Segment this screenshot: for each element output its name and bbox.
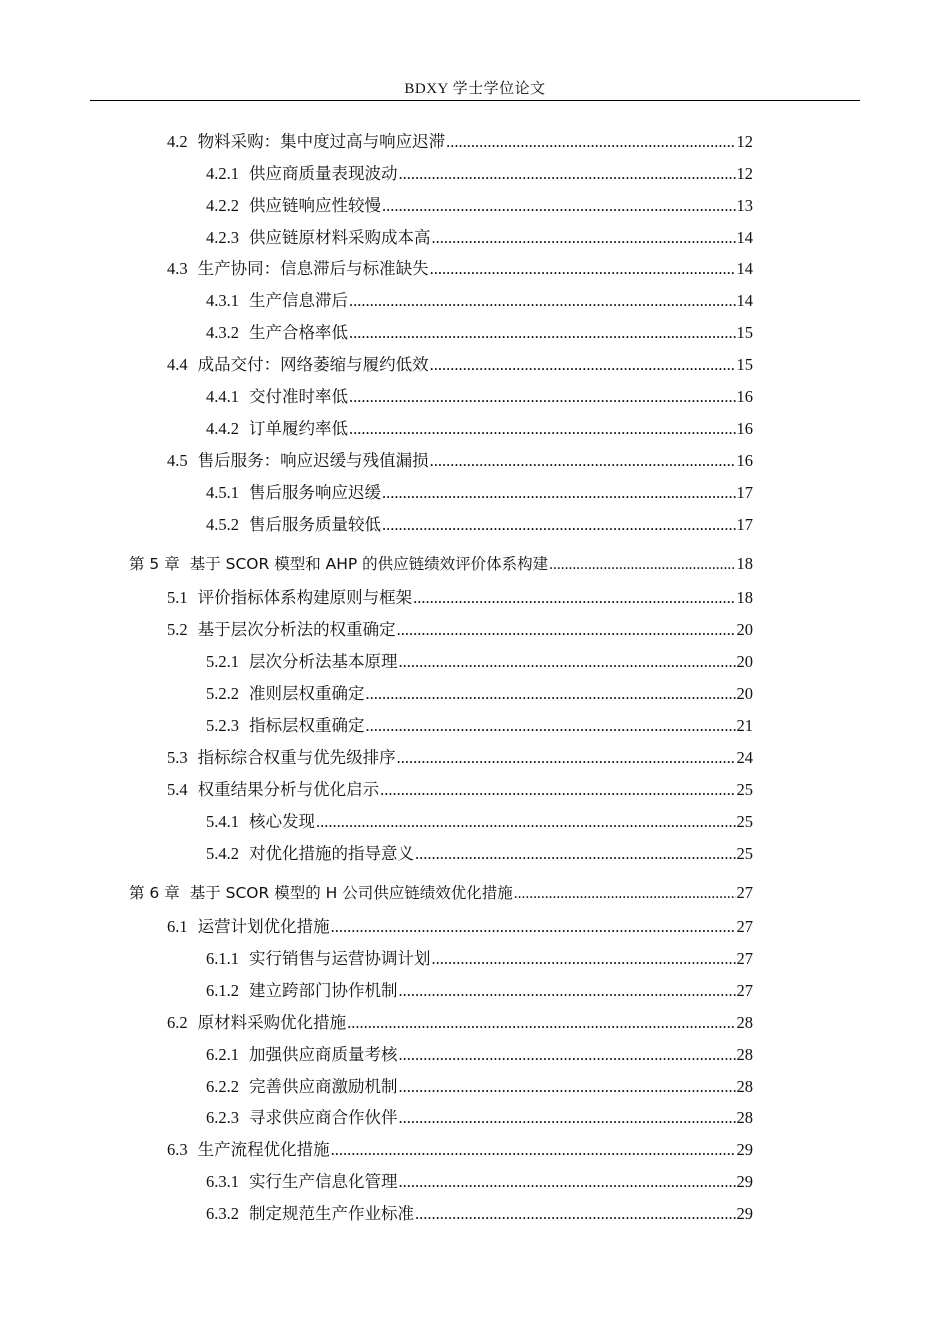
toc-entry-page: 20 xyxy=(736,684,753,703)
toc-dot-leader xyxy=(430,259,736,279)
toc-entry-title: 原材料采购优化措施 xyxy=(197,1013,347,1032)
toc-dot-leader xyxy=(399,1045,736,1065)
toc-entry[interactable] xyxy=(206,287,753,311)
toc-entry-page: 13 xyxy=(736,196,753,215)
toc-entry-title: 权重结果分析与优化启示 xyxy=(197,780,380,799)
toc-entry-title: 对优化措施的指导意义 xyxy=(249,844,414,863)
toc-dot-leader xyxy=(380,780,735,800)
toc-entry-number: 6.3.2 xyxy=(206,1204,239,1223)
toc-dot-leader xyxy=(349,323,736,343)
toc-entry-page: 29 xyxy=(736,1172,753,1191)
toc-dot-leader xyxy=(366,716,736,736)
toc-dot-leader xyxy=(432,949,736,969)
toc-entry-number: 第 5 章 xyxy=(129,555,180,573)
toc-entry-title: 供应链响应性较慢 xyxy=(249,196,381,215)
toc-entry[interactable] xyxy=(167,447,753,471)
toc-entry-page: 25 xyxy=(736,844,753,863)
toc-entry-title: 基于 SCOR 模型的 H 公司供应链绩效优化措施 xyxy=(189,884,513,902)
toc-entry-page: 16 xyxy=(736,419,753,438)
toc-entry-title: 成品交付：网络萎缩与履约低效 xyxy=(197,355,429,374)
toc-entry-page: 24 xyxy=(736,748,753,767)
toc-entry-number: 4.4.2 xyxy=(206,419,239,438)
toc-entry-title: 评价指标体系构建原则与框架 xyxy=(197,588,413,607)
toc-entry[interactable] xyxy=(167,913,753,937)
toc-entry[interactable] xyxy=(167,351,753,375)
toc-entry[interactable] xyxy=(206,479,753,503)
toc-entry[interactable] xyxy=(167,616,753,640)
toc-dot-leader xyxy=(399,1108,736,1128)
toc-entry-number: 6.2.1 xyxy=(206,1045,239,1064)
toc-entry[interactable] xyxy=(206,383,753,407)
toc-entry-number: 4.3.2 xyxy=(206,323,239,342)
toc-entry[interactable] xyxy=(129,881,753,905)
toc-entry-title: 指标层权重确定 xyxy=(249,716,365,735)
toc-entry-page: 20 xyxy=(736,652,753,671)
toc-entry-number: 4.5.2 xyxy=(206,515,239,534)
toc-entry-page: 28 xyxy=(736,1045,753,1064)
toc-entry-page: 29 xyxy=(736,1204,753,1223)
toc-entry-title: 售后服务响应迟缓 xyxy=(249,483,381,502)
toc-dot-leader xyxy=(349,387,736,407)
toc-entry[interactable] xyxy=(206,1041,753,1065)
toc-dot-leader xyxy=(331,917,736,937)
toc-entry-title: 实行生产信息化管理 xyxy=(249,1172,398,1191)
toc-dot-leader xyxy=(446,132,735,152)
toc-entry-page: 27 xyxy=(736,883,753,902)
toc-dot-leader xyxy=(415,1204,736,1224)
toc-entry-title: 生产协同：信息滞后与标准缺失 xyxy=(197,259,429,278)
toc-entry-number: 5.4.1 xyxy=(206,812,239,831)
toc-entry-title: 运营计划优化措施 xyxy=(197,917,330,936)
toc-entry-number: 5.2.1 xyxy=(206,652,239,671)
toc-entry-title: 建立跨部门协作机制 xyxy=(249,981,398,1000)
toc-entry-number: 5.4.2 xyxy=(206,844,239,863)
toc-entry-page: 16 xyxy=(736,451,753,470)
toc-entry-title: 完善供应商激励机制 xyxy=(249,1077,398,1096)
toc-dot-leader xyxy=(349,419,736,439)
toc-entry-title: 加强供应商质量考核 xyxy=(249,1045,398,1064)
toc-entry-page: 18 xyxy=(736,554,753,573)
toc-entry-number: 6.2.2 xyxy=(206,1077,239,1096)
toc-dot-leader xyxy=(316,812,736,832)
toc-entry-title: 基于层次分析法的权重确定 xyxy=(197,620,396,639)
toc-entry-page: 17 xyxy=(736,483,753,502)
toc-entry-title: 准则层权重确定 xyxy=(249,684,365,703)
toc-dot-leader xyxy=(413,588,735,608)
toc-dot-leader xyxy=(399,1172,736,1192)
toc-entry-number: 4.2.1 xyxy=(206,164,239,183)
toc-entry-page: 27 xyxy=(736,981,753,1000)
toc-entry-page: 14 xyxy=(736,259,753,278)
toc-entry-title: 指标综合权重与优先级排序 xyxy=(197,748,396,767)
toc-dot-leader xyxy=(331,1140,736,1160)
toc-entry[interactable] xyxy=(206,1073,753,1097)
toc-entry-number: 5.2.3 xyxy=(206,716,239,735)
toc-entry-number: 第 6 章 xyxy=(129,884,180,902)
toc-entry-title: 制定规范生产作业标准 xyxy=(249,1204,414,1223)
toc-dot-leader xyxy=(397,748,736,768)
toc-entry[interactable] xyxy=(206,511,753,535)
toc-entry[interactable] xyxy=(206,840,753,864)
toc-entry[interactable] xyxy=(206,1168,753,1192)
toc-dot-leader xyxy=(432,228,736,248)
toc-entry-page: 28 xyxy=(736,1013,753,1032)
toc-entry-number: 6.2.3 xyxy=(206,1108,239,1127)
toc-dot-leader xyxy=(399,1077,736,1097)
toc-dot-leader xyxy=(549,556,735,574)
toc-entry-number: 5.3 xyxy=(167,748,188,767)
page-header-title: BDXY 学士学位论文 xyxy=(404,81,546,97)
toc-dot-leader xyxy=(347,1013,735,1033)
toc-entry-page: 28 xyxy=(736,1077,753,1096)
toc-entry[interactable] xyxy=(167,1009,753,1033)
toc-entry-title: 实行销售与运营协调计划 xyxy=(249,949,431,968)
toc-dot-leader xyxy=(399,164,736,184)
toc-dot-leader xyxy=(349,291,736,311)
toc-entry-number: 4.4.1 xyxy=(206,387,239,406)
toc-entry-number: 4.2 xyxy=(167,132,188,151)
toc-dot-leader xyxy=(382,483,736,503)
toc-entry-page: 25 xyxy=(736,780,753,799)
toc-entry-title: 交付准时率低 xyxy=(249,387,348,406)
toc-entry[interactable] xyxy=(129,552,753,576)
toc-entry[interactable] xyxy=(206,945,753,969)
toc-entry-title: 订单履约率低 xyxy=(249,419,348,438)
toc-dot-leader xyxy=(514,885,736,903)
toc-entry-page: 12 xyxy=(736,164,753,183)
toc-entry-page: 16 xyxy=(736,387,753,406)
toc-entry-title: 供应商质量表现波动 xyxy=(249,164,398,183)
toc-entry-title: 售后服务质量较低 xyxy=(249,515,381,534)
toc-entry-number: 6.1 xyxy=(167,917,188,936)
toc-entry-page: 29 xyxy=(736,1140,753,1159)
toc-entry[interactable] xyxy=(206,160,753,184)
toc-dot-leader xyxy=(430,355,736,375)
toc-entry[interactable] xyxy=(206,1200,753,1224)
toc-entry-number: 4.5 xyxy=(167,451,188,470)
toc-entry[interactable] xyxy=(167,776,753,800)
toc-entry[interactable] xyxy=(167,1136,753,1160)
toc-entry-page: 15 xyxy=(736,323,753,342)
toc-entry-number: 6.1.2 xyxy=(206,981,239,1000)
toc-entry-title: 层次分析法基本原理 xyxy=(249,652,398,671)
toc-entry[interactable] xyxy=(206,1104,753,1128)
toc-entry-number: 6.3 xyxy=(167,1140,188,1159)
toc-entry-title: 供应链原材料采购成本高 xyxy=(249,228,431,247)
toc-entry-number: 5.4 xyxy=(167,780,188,799)
toc-entry-page: 28 xyxy=(736,1108,753,1127)
toc-entry[interactable] xyxy=(167,255,753,279)
toc-entry[interactable] xyxy=(167,744,753,768)
toc-entry-title: 生产合格率低 xyxy=(249,323,348,342)
toc-dot-leader xyxy=(382,196,736,216)
toc-entry[interactable] xyxy=(167,584,753,608)
toc-entry-number: 4.2.3 xyxy=(206,228,239,247)
toc-entry[interactable] xyxy=(206,680,753,704)
toc-entry-title: 售后服务：响应迟缓与残值漏损 xyxy=(197,451,429,470)
toc-dot-leader xyxy=(382,515,736,535)
toc-entry-page: 17 xyxy=(736,515,753,534)
toc-dot-leader xyxy=(397,620,736,640)
toc-entry-page: 25 xyxy=(736,812,753,831)
toc-entry-number: 4.2.2 xyxy=(206,196,239,215)
toc-entry-title: 基于 SCOR 模型和 AHP 的供应链绩效评价体系构建 xyxy=(189,555,549,573)
toc-entry[interactable] xyxy=(206,415,753,439)
toc-entry-title: 寻求供应商合作伙伴 xyxy=(249,1108,398,1127)
toc-entry-page: 21 xyxy=(736,716,753,735)
toc-entry-page: 15 xyxy=(736,355,753,374)
toc-entry-page: 18 xyxy=(736,588,753,607)
toc-entry[interactable] xyxy=(206,712,753,736)
toc-dot-leader xyxy=(415,844,736,864)
toc-entry-page: 27 xyxy=(736,917,753,936)
toc-entry-number: 6.3.1 xyxy=(206,1172,239,1191)
toc-entry-number: 4.4 xyxy=(167,355,188,374)
toc-entry-page: 14 xyxy=(736,228,753,247)
toc-entry[interactable] xyxy=(206,224,753,248)
toc-entry-number: 6.1.1 xyxy=(206,949,239,968)
toc-entry[interactable] xyxy=(206,648,753,672)
toc-entry-page: 20 xyxy=(736,620,753,639)
toc-entry[interactable] xyxy=(167,128,753,152)
toc-entry-title: 生产信息滞后 xyxy=(249,291,348,310)
toc-entry-number: 6.2 xyxy=(167,1013,188,1032)
toc-entry-number: 5.1 xyxy=(167,588,188,607)
toc-entry-page: 14 xyxy=(736,291,753,310)
toc-entry-number: 5.2.2 xyxy=(206,684,239,703)
toc-dot-leader xyxy=(430,451,736,471)
toc-dot-leader xyxy=(399,652,736,672)
toc-entry[interactable] xyxy=(206,808,753,832)
toc-entry-number: 5.2 xyxy=(167,620,188,639)
toc-entry-title: 核心发现 xyxy=(249,812,315,831)
toc-entry-number: 4.3.1 xyxy=(206,291,239,310)
header-rule xyxy=(90,100,860,101)
toc-entry-page: 12 xyxy=(736,132,753,151)
toc-entry[interactable] xyxy=(206,319,753,343)
toc-entry-page: 27 xyxy=(736,949,753,968)
toc-dot-leader xyxy=(366,684,736,704)
toc-entry[interactable] xyxy=(206,977,753,1001)
toc-entry-title: 物料采购：集中度过高与响应迟滞 xyxy=(197,132,446,151)
toc-dot-leader xyxy=(399,981,736,1001)
toc-entry-number: 4.5.1 xyxy=(206,483,239,502)
toc-entry-title: 生产流程优化措施 xyxy=(197,1140,330,1159)
toc-entry-number: 4.3 xyxy=(167,259,188,278)
toc-entry[interactable] xyxy=(206,192,753,216)
